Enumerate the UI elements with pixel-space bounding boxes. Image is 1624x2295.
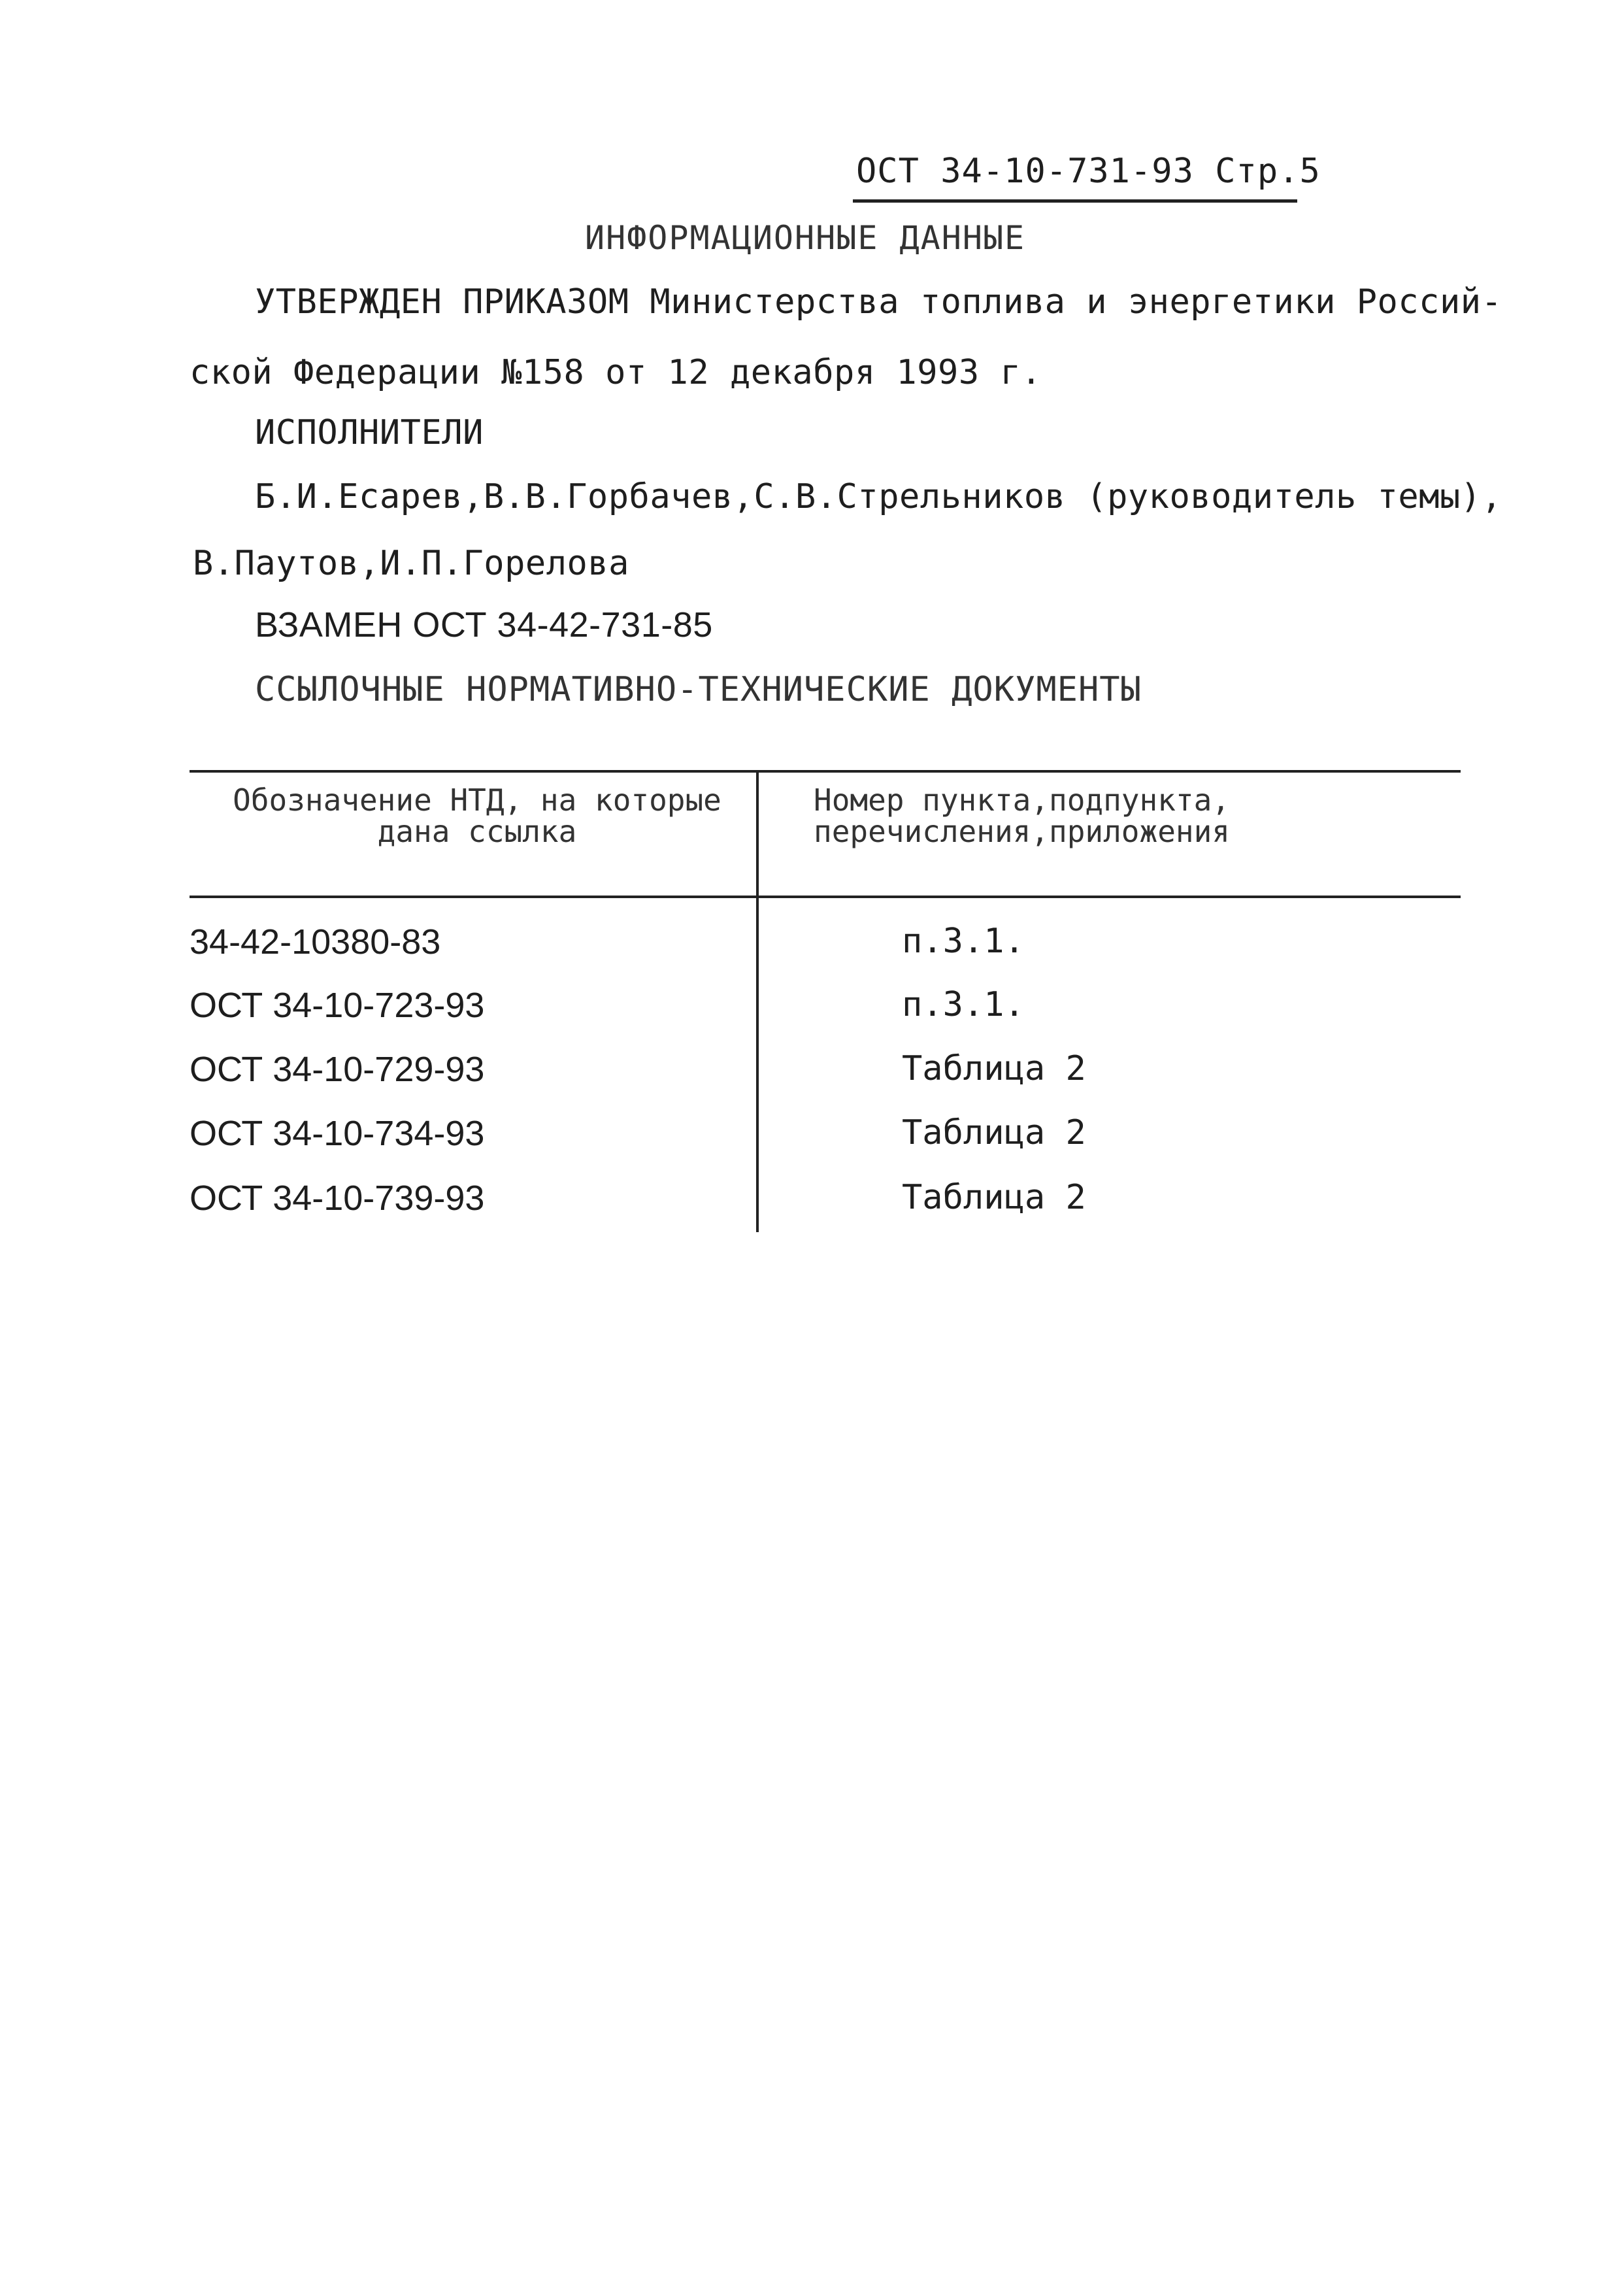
table-cell-doc: ОСТ 34-10-723-93 <box>190 986 485 1025</box>
table-header-rule <box>190 896 1461 898</box>
approved-line-1: УТВЕРЖДЕН ПРИКАЗОМ Министерства топлива и энергетики Россий- <box>255 282 1502 322</box>
page-title: ИНФОРМАЦИОННЫЕ ДАННЫЕ <box>585 219 1026 257</box>
table-top-rule <box>190 770 1461 773</box>
table-header-ref: Номер пункта,подпункта, перечисления,приложения <box>814 782 1230 849</box>
table-cell-ref: Таблица 2 <box>902 1113 1086 1152</box>
table-cell-doc: 34-42-10380-83 <box>190 922 441 962</box>
performers-heading: ИСПОЛНИТЕЛИ <box>255 413 484 452</box>
table-cell-ref: Таблица 2 <box>902 1049 1086 1088</box>
table-cell-ref: п.3.1. <box>902 922 1025 961</box>
header-underline <box>853 199 1297 203</box>
performers-line-1: Б.И.Есарев,В.В.Горбачев,С.В.Стрельников (руководитель темы), <box>255 477 1502 516</box>
table-column-divider <box>756 771 759 1232</box>
table-cell-ref: Таблица 2 <box>902 1178 1086 1217</box>
performers-line-2: В.Паутов,И.П.Горелова <box>193 544 629 583</box>
references-heading: ССЫЛОЧНЫЕ НОРМАТИВНО-ТЕХНИЧЕСКИЕ ДОКУМЕНТЫ <box>255 670 1142 709</box>
table-cell-doc: ОСТ 34-10-739-93 <box>190 1179 485 1218</box>
table-header-doc: Обозначение НТД, на которые дана ссылка <box>233 782 721 849</box>
approved-line-2: ской Федерации №158 от 12 декабря 1993 г. <box>190 353 1042 392</box>
table-cell-doc: ОСТ 34-10-734-93 <box>190 1114 485 1153</box>
document-code: ОСТ 34-10-731-93 Стр.5 <box>856 152 1321 191</box>
table-cell-ref: п.3.1. <box>902 985 1025 1024</box>
replaces-line: ВЗАМЕН ОСТ 34-42-731-85 <box>255 605 713 645</box>
table-cell-doc: ОСТ 34-10-729-93 <box>190 1050 485 1089</box>
